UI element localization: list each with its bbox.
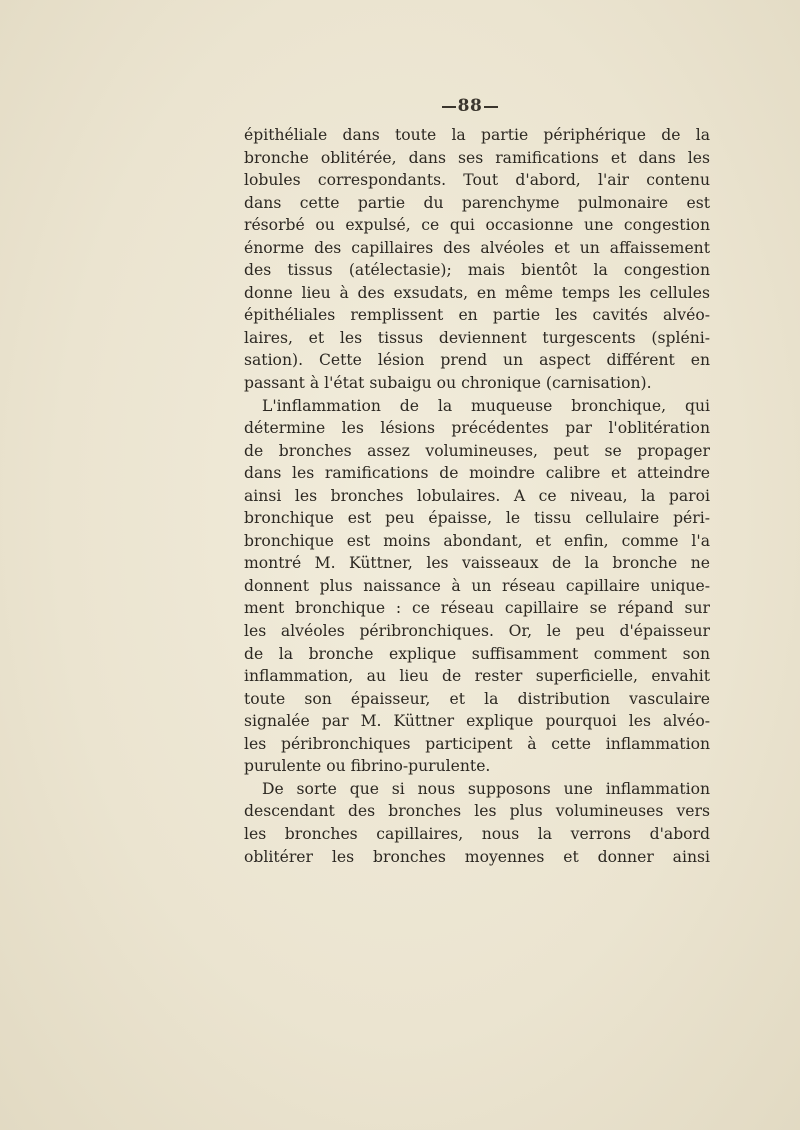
- text-line: signalée par M. Küttner explique pourquoi les alvéo-: [244, 712, 710, 731]
- body-text: [244, 124, 710, 868]
- text-line: laires, et les tissus deviennent turgescents (spléni-: [244, 328, 710, 347]
- text-line: ainsi les bronches lobulaires. A ce niveau, la paroi: [244, 486, 710, 505]
- text-line: montré M. Küttner, les vaisseaux de la bronche ne: [244, 554, 710, 573]
- text-line: bronchique est moins abondant, et enfin, comme l'a: [244, 531, 710, 550]
- text-line: toute son épaisseur, et la distribution vasculaire: [244, 689, 710, 708]
- text-line: dans les ramifications de moindre calibre et atteindre: [244, 464, 710, 483]
- text-line: purulente ou fibrino-purulente.: [244, 757, 491, 776]
- text-line: les péribronchiques participent à cette inflammation: [244, 734, 710, 753]
- text-line: résorbé ou expulsé, ce qui occasionne une congestion: [244, 216, 710, 235]
- text-line: bronche oblitérée, dans ses ramifications et dans les: [244, 148, 710, 167]
- text-line: de bronches assez volumineuses, peut se propager: [244, 441, 710, 460]
- text-line: de la bronche explique suffisamment comment son: [244, 644, 710, 663]
- text-line: lobules correspondants. Tout d'abord, l'air contenu: [244, 171, 710, 190]
- text-line: donne lieu à des exsudats, en même temps les cellules: [244, 283, 710, 302]
- page-number-text: 88: [457, 96, 483, 116]
- text-line: épithéliale dans toute la partie périphérique de la: [244, 126, 710, 144]
- text-line: détermine les lésions précédentes par l'oblitération: [244, 419, 710, 438]
- text-line: épithéliales remplissent en partie les cavités alvéo-: [244, 306, 710, 325]
- text-line: sation). Cette lésion prend un aspect différent en: [244, 351, 710, 370]
- text-line: De sorte que si nous supposons une inflammation: [262, 779, 710, 798]
- page-number-dash-right: [484, 106, 498, 108]
- text-line: passant à l'état subaigu ou chronique (carnisation).: [244, 374, 652, 393]
- text-line: L'inflammation de la muqueuse bronchique, qui: [262, 396, 710, 415]
- text-line: donnent plus naissance à un réseau capillaire unique-: [244, 576, 710, 595]
- text-line: les bronches capillaires, nous la verrons d'abord: [244, 824, 710, 843]
- text-line: les alvéoles péribronchiques. Or, le peu d'épaisseur: [244, 622, 710, 641]
- text-line: ment bronchique : ce réseau capillaire se répand sur: [244, 599, 710, 618]
- text-line: des tissus (atélectasie); mais bientôt la congestion: [244, 261, 710, 280]
- text-line: énorme des capillaires des alvéoles et un affaissement: [244, 238, 710, 257]
- text-line: oblitérer les bronches moyennes et donner ainsi: [244, 847, 710, 866]
- text-line: bronchique est peu épaisse, le tissu cellulaire péri-: [244, 509, 710, 528]
- text-line: inflammation, au lieu de rester superficielle, envahit: [244, 667, 710, 686]
- page-number: [0, 96, 800, 116]
- page-number-dash-left: [442, 106, 456, 108]
- text-line: descendant des bronches les plus volumineuses vers: [244, 802, 710, 821]
- text-line: dans cette partie du parenchyme pulmonaire est: [244, 193, 710, 212]
